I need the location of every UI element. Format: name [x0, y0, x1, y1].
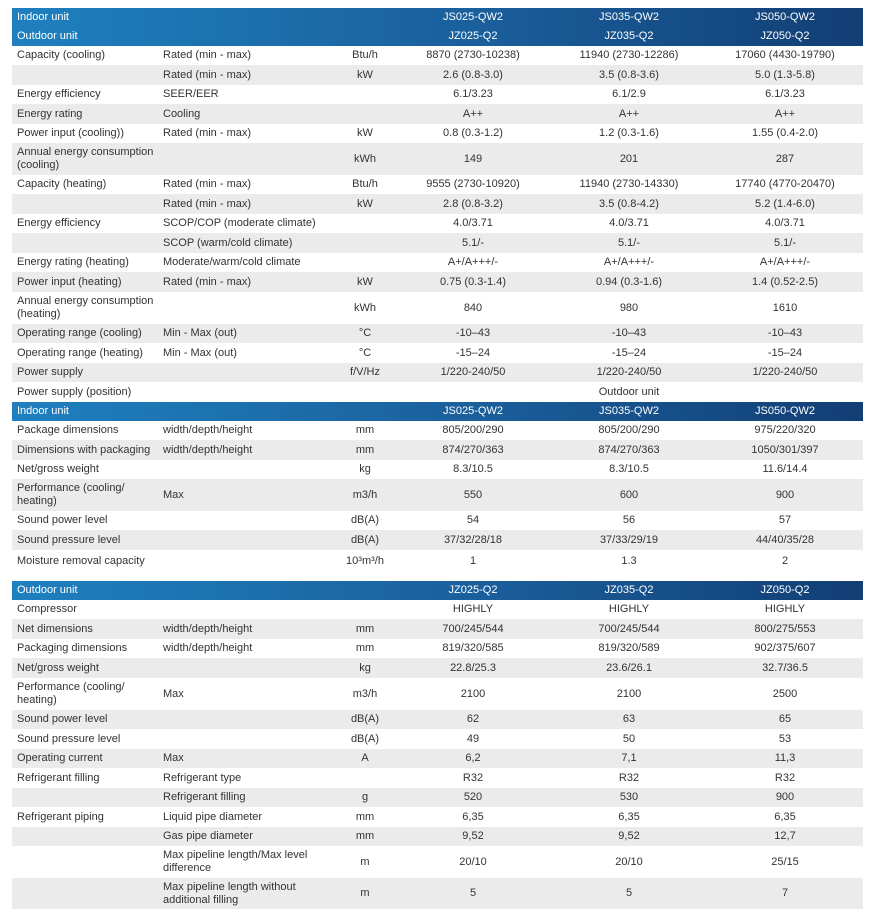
value-050: 6.1/3.23	[765, 88, 805, 100]
value-050: 44/40/35/28	[755, 533, 815, 546]
row-condition: Max	[163, 488, 184, 501]
row-label: Capacity (heating)	[17, 178, 107, 190]
row-unit: g	[361, 791, 369, 803]
row-label: Sound power level	[17, 514, 108, 526]
row-unit: °C	[358, 346, 372, 359]
row-label: Indoor unit	[17, 11, 69, 23]
row-unit: kW	[357, 197, 373, 210]
table-row	[12, 104, 863, 124]
table-row	[12, 678, 863, 710]
value-035: A+/A+++/-	[603, 256, 655, 268]
row-condition: Refrigerant filling	[163, 791, 246, 803]
value-035: 20/10	[615, 855, 643, 868]
row-label: Sound pressure level	[17, 732, 121, 745]
row-label: Package dimensions	[17, 424, 119, 436]
value-050: R32	[774, 771, 796, 784]
value-025: 5.1/-	[461, 236, 484, 249]
table-row	[12, 124, 863, 143]
row-label: Operating range (cooling)	[17, 327, 142, 339]
row-condition: Rated (min - max)	[163, 68, 252, 81]
value-050: JZ050-Q2	[760, 584, 810, 596]
specifications-table	[12, 8, 863, 909]
value-035: 3.5 (0.8-4.2)	[599, 197, 659, 210]
row-label: Annual energy consumption (cooling)	[17, 146, 154, 171]
value-050: 800/275/553	[754, 622, 816, 635]
table-row	[12, 233, 863, 253]
value-035: 700/245/544	[598, 622, 660, 635]
table-row	[12, 46, 863, 65]
row-unit: mm	[355, 810, 375, 823]
table-row	[12, 292, 863, 324]
table-row	[12, 807, 863, 827]
section-header-row	[12, 581, 863, 600]
value-025: -10–43	[455, 327, 491, 339]
table-row	[12, 324, 863, 343]
value-025: 520	[463, 791, 483, 803]
table-row	[12, 421, 863, 440]
row-condition: width/depth/height	[163, 443, 253, 456]
value-050: 287	[775, 152, 795, 165]
value-050: 5.1/-	[773, 236, 796, 249]
value-035: 11940 (2730-14330)	[579, 178, 679, 190]
value-035: JS035-QW2	[599, 405, 659, 417]
row-unit: kW	[357, 68, 373, 81]
value-035: -10–43	[611, 327, 647, 339]
value-025: 54	[466, 514, 480, 526]
row-condition: Cooling	[163, 107, 201, 120]
value-035: 1/220-240/50	[596, 366, 662, 378]
value-035: 6,35	[618, 810, 640, 823]
row-condition: Max	[163, 687, 184, 700]
table-row	[12, 253, 863, 272]
row-condition: Liquid pipe diameter	[163, 810, 263, 823]
row-condition: width/depth/height	[163, 424, 253, 436]
value-025: 6,2	[465, 752, 481, 764]
value-035: 3.5 (0.8-3.6)	[599, 68, 659, 81]
row-unit: mm	[355, 443, 375, 456]
row-unit: 10³m³/h	[346, 555, 384, 567]
table-row	[12, 749, 863, 768]
value-025: 6.1/3.23	[453, 88, 493, 100]
table-row	[12, 710, 863, 729]
row-condition: width/depth/height	[163, 642, 253, 654]
value-025: 819/320/585	[442, 642, 504, 654]
value-035: JZ035-Q2	[604, 584, 654, 596]
value-025: A++	[462, 107, 484, 120]
row-label: Dimensions with packaging	[17, 443, 151, 456]
row-label: Energy efficiency	[17, 217, 101, 229]
row-condition: Rated (min - max)	[163, 197, 252, 210]
value-050: 2500	[772, 687, 798, 700]
row-condition: Rated (min - max)	[163, 127, 252, 139]
value-035: JZ035-Q2	[604, 30, 654, 42]
value-050: 5.0 (1.3-5.8)	[755, 68, 815, 81]
value-025: R32	[462, 771, 484, 784]
value-025: JS025-QW2	[443, 11, 503, 23]
row-unit: kW	[357, 127, 373, 139]
table-row	[12, 768, 863, 788]
row-label: Sound power level	[17, 713, 108, 725]
value-050: HIGHLY	[764, 603, 806, 615]
value-035: R32	[618, 771, 640, 784]
row-label: Net dimensions	[17, 622, 93, 635]
value-025: 37/32/28/18	[443, 533, 503, 546]
section-header-row	[12, 402, 863, 421]
row-unit: f/V/Hz	[350, 366, 380, 378]
row-unit: mm	[355, 424, 375, 436]
row-label: Power supply	[17, 366, 84, 378]
value-025: 22.8/25.3	[450, 661, 496, 674]
section-header-row	[12, 8, 863, 27]
row-label: Refrigerant filling	[17, 771, 100, 784]
row-unit: mm	[355, 642, 375, 654]
value-035: 819/320/589	[598, 642, 660, 654]
value-050: 17740 (4770-20470)	[735, 178, 835, 190]
row-label: Operating current	[17, 752, 103, 764]
table-row	[12, 658, 863, 678]
table-row	[12, 550, 863, 573]
value-025: 2.6 (0.8-3.0)	[443, 68, 503, 81]
value-025: 1/220-240/50	[440, 366, 506, 378]
value-025: 805/200/290	[442, 424, 504, 436]
row-unit: dB(A)	[350, 514, 380, 526]
row-label: Net/gross weight	[17, 463, 99, 475]
table-row	[12, 382, 863, 402]
value-035: 2100	[616, 687, 642, 700]
value-035: 23.6/26.1	[606, 661, 652, 674]
row-condition: SCOP (warm/cold climate)	[163, 236, 293, 249]
row-unit: dB(A)	[350, 713, 380, 725]
value-025: HIGHLY	[452, 603, 494, 615]
row-label: Performance (cooling/ heating)	[17, 482, 125, 507]
value-050: 32.7/36.5	[762, 661, 808, 674]
table-row	[12, 619, 863, 639]
value-035: HIGHLY	[608, 603, 650, 615]
table-row	[12, 827, 863, 846]
row-condition: Min - Max (out)	[163, 346, 237, 359]
value-025: -15–24	[455, 346, 491, 359]
row-condition: SEER/EER	[163, 88, 219, 100]
value-050: JS050-QW2	[755, 405, 815, 417]
value-035: 4.0/3.71	[609, 217, 649, 229]
row-unit: Btu/h	[352, 178, 378, 190]
section-header-row	[12, 27, 863, 46]
table-row	[12, 343, 863, 363]
value-035: 56	[622, 514, 636, 526]
row-label: Packaging dimensions	[17, 642, 128, 654]
row-label: Sound pressure level	[17, 533, 121, 546]
value-035: 530	[619, 791, 639, 803]
value-025: 0.75 (0.3-1.4)	[439, 275, 507, 288]
value-050: -10–43	[767, 327, 803, 339]
value-025: 149	[463, 152, 483, 165]
row-condition: Rated (min - max)	[163, 178, 252, 190]
value-035: 0.94 (0.3-1.6)	[595, 275, 663, 288]
table-row	[12, 530, 863, 550]
value-035: 11940 (2730-12286)	[579, 49, 679, 61]
value-050: 25/15	[771, 855, 799, 868]
value-025: 5	[469, 887, 477, 899]
value-050: 17060 (4430-19790)	[735, 49, 835, 61]
table-row	[12, 143, 863, 175]
value-025: 8870 (2730-10238)	[426, 49, 520, 61]
value-050: 11.6/14.4	[762, 463, 808, 475]
value-035: 874/270/363	[598, 443, 660, 456]
table-row	[12, 846, 863, 878]
value-025: 1	[469, 555, 477, 567]
value-035: 7,1	[621, 752, 637, 764]
row-label: Indoor unit	[17, 405, 69, 417]
row-label: Capacity (cooling)	[17, 49, 106, 61]
value-035: JS035-QW2	[599, 11, 659, 23]
table-row	[12, 460, 863, 479]
value-050: JZ050-Q2	[760, 30, 810, 42]
value-050: 1610	[772, 301, 798, 314]
row-condition: width/depth/height	[163, 622, 253, 635]
value-050: 53	[778, 732, 792, 745]
row-condition: Max	[163, 752, 184, 764]
value-025: A+/A+++/-	[447, 256, 499, 268]
value-025: 6,35	[462, 810, 484, 823]
value-035: 5	[625, 887, 633, 899]
row-unit: kg	[359, 661, 371, 674]
row-condition: Gas pipe diameter	[163, 830, 253, 842]
value-035: 37/33/29/19	[599, 533, 659, 546]
value-035: Outdoor unit	[598, 385, 660, 398]
row-condition: Refrigerant type	[163, 771, 242, 784]
row-unit: m3/h	[352, 687, 378, 700]
value-025: 8.3/10.5	[453, 463, 493, 475]
table-row	[12, 440, 863, 460]
value-025: JS025-QW2	[443, 405, 503, 417]
value-050: 902/375/607	[754, 642, 816, 654]
value-050: 1050/301/397	[751, 443, 819, 456]
row-unit: kg	[359, 463, 371, 475]
value-035: 201	[619, 152, 639, 165]
row-condition: Rated (min - max)	[163, 49, 252, 61]
row-condition: Max pipeline length without additional filling	[163, 880, 296, 906]
value-025: 550	[463, 488, 483, 501]
row-label: Energy rating	[17, 107, 83, 120]
row-label: Power supply (position)	[17, 385, 132, 398]
row-condition: Rated (min - max)	[163, 275, 252, 288]
value-050: 900	[775, 488, 795, 501]
row-label: Power input (cooling))	[17, 127, 124, 139]
row-unit: m3/h	[352, 488, 378, 501]
value-050: 1.4 (0.52-2.5)	[751, 275, 819, 288]
table-row	[12, 729, 863, 749]
value-050: JS050-QW2	[755, 11, 815, 23]
table-row	[12, 363, 863, 382]
row-label: Energy efficiency	[17, 88, 101, 100]
value-035: 600	[619, 488, 639, 501]
row-condition: Moderate/warm/cold climate	[163, 256, 301, 268]
value-035: 805/200/290	[598, 424, 660, 436]
value-025: 700/245/544	[442, 622, 504, 635]
value-025: 49	[466, 732, 480, 745]
row-label: Refrigerant piping	[17, 810, 104, 823]
value-050: -15–24	[767, 346, 803, 359]
row-condition: Min - Max (out)	[163, 327, 237, 339]
value-050: 65	[778, 713, 792, 725]
value-050: 11,3	[774, 752, 796, 764]
value-025: 2100	[460, 687, 486, 700]
row-unit: Btu/h	[352, 49, 378, 61]
value-025: JZ025-Q2	[448, 30, 498, 42]
section-spacer	[12, 573, 863, 581]
value-035: 50	[622, 732, 636, 745]
value-050: 1/220-240/50	[752, 366, 818, 378]
row-unit: kWh	[354, 152, 376, 165]
row-unit: mm	[355, 830, 375, 842]
row-label: Annual energy consumption (heating)	[17, 295, 154, 320]
value-035: -15–24	[611, 346, 647, 359]
value-050: 2	[781, 555, 789, 567]
table-row	[12, 214, 863, 233]
table-row	[12, 479, 863, 511]
value-035: 5.1/-	[617, 236, 640, 249]
value-025: 2.8 (0.8-3.2)	[443, 197, 503, 210]
row-label: Moisture removal capacity	[17, 555, 145, 567]
value-050: 4.0/3.71	[765, 217, 805, 229]
value-025: 20/10	[459, 855, 487, 868]
row-unit: A	[361, 752, 369, 764]
row-unit: kWh	[354, 301, 376, 314]
row-unit: dB(A)	[350, 732, 380, 745]
value-025: 9,52	[462, 830, 484, 842]
value-035: 1.3	[621, 555, 637, 567]
value-025: 9555 (2730-10920)	[426, 178, 520, 190]
value-050: 12,7	[774, 830, 796, 842]
value-035: 6.1/2.9	[612, 88, 646, 100]
value-035: 9,52	[618, 830, 640, 842]
value-050: 5.2 (1.4-6.0)	[755, 197, 815, 210]
value-025: 840	[463, 301, 483, 314]
value-025: 4.0/3.71	[453, 217, 493, 229]
row-unit: m	[360, 887, 370, 899]
row-label: Operating range (heating)	[17, 346, 143, 359]
row-label: Compressor	[17, 603, 77, 615]
row-label: Net/gross weight	[17, 661, 99, 674]
value-025: JZ025-Q2	[448, 584, 498, 596]
value-035: 63	[622, 713, 636, 725]
row-label: Power input (heating)	[17, 275, 122, 288]
value-050: 975/220/320	[754, 424, 816, 436]
value-050: 1.55 (0.4-2.0)	[751, 127, 819, 139]
value-025: 0.8 (0.3-1.2)	[443, 127, 503, 139]
table-row	[12, 600, 863, 619]
row-unit: dB(A)	[350, 533, 380, 546]
row-label: Outdoor unit	[17, 584, 78, 596]
value-050: 57	[778, 514, 792, 526]
table-row	[12, 272, 863, 292]
table-row	[12, 194, 863, 214]
table-row	[12, 85, 863, 104]
table-row	[12, 788, 863, 807]
value-025: 62	[466, 713, 480, 725]
value-035: 1.2 (0.3-1.6)	[599, 127, 659, 139]
row-unit: °C	[358, 327, 372, 339]
table-row	[12, 639, 863, 658]
row-unit: kW	[357, 275, 373, 288]
row-unit: mm	[355, 622, 375, 635]
row-condition: SCOP/COP (moderate climate)	[163, 217, 316, 229]
value-035: 8.3/10.5	[609, 463, 649, 475]
row-condition: Max pipeline length/Max level difference	[163, 849, 308, 874]
value-035: 980	[619, 301, 639, 314]
value-035: A++	[618, 107, 640, 120]
table-row	[12, 511, 863, 530]
value-050: A++	[774, 107, 796, 120]
table-row	[12, 65, 863, 85]
value-050: 6,35	[774, 810, 796, 823]
value-050: A+/A+++/-	[759, 256, 811, 268]
value-050: 7	[781, 887, 789, 899]
row-label: Outdoor unit	[17, 30, 78, 42]
row-label: Performance (cooling/ heating)	[17, 681, 125, 706]
table-row	[12, 175, 863, 194]
row-unit: m	[360, 855, 370, 868]
value-050: 900	[775, 791, 795, 803]
table-row	[12, 878, 863, 909]
row-label: Energy rating (heating)	[17, 256, 129, 268]
value-025: 874/270/363	[442, 443, 504, 456]
